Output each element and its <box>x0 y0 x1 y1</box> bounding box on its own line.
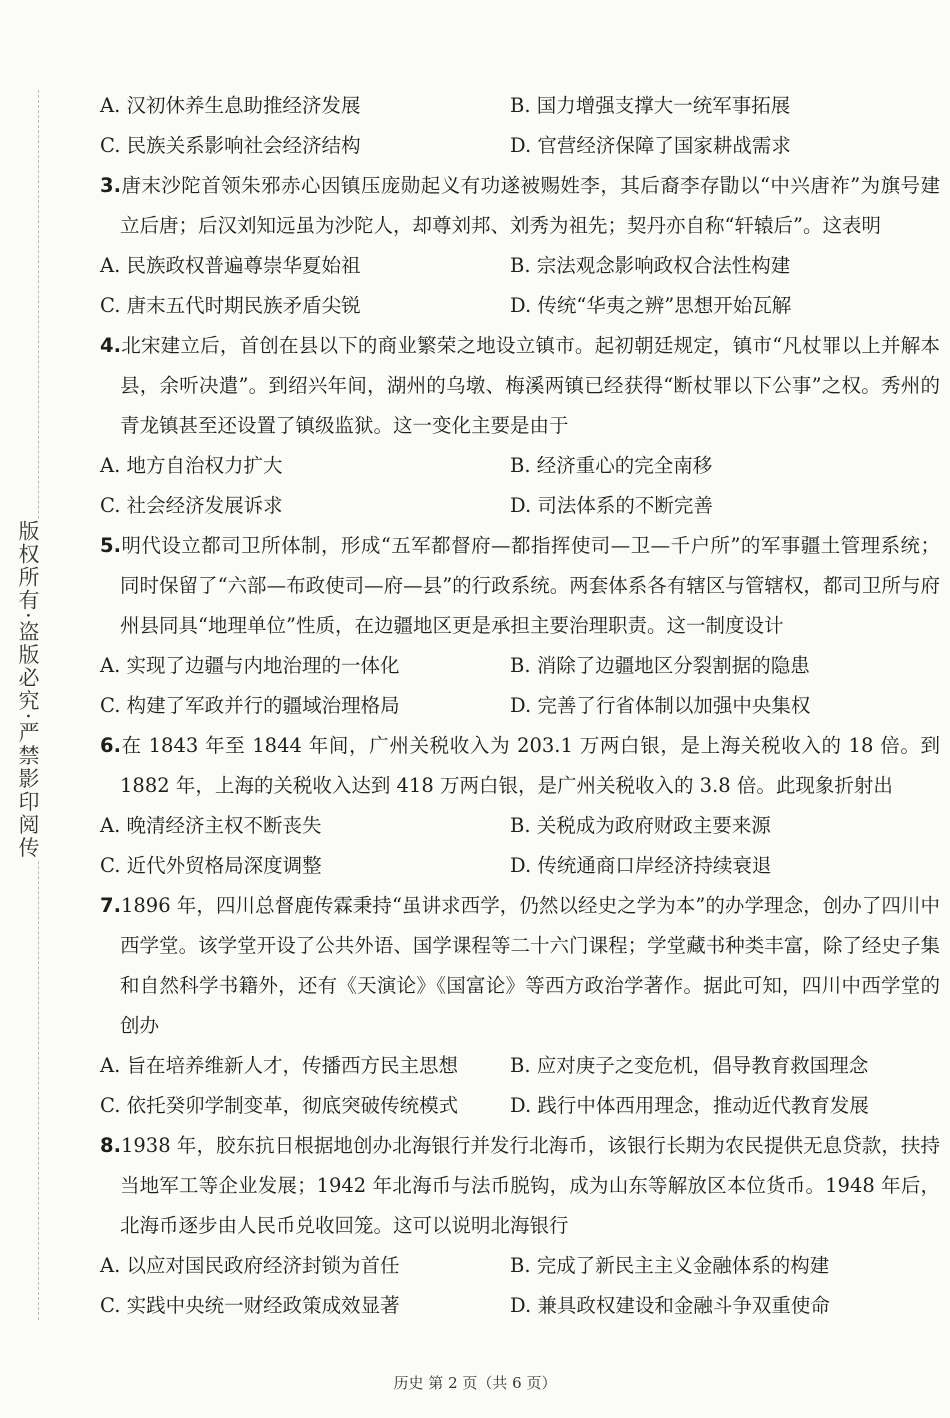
options-grid <box>100 86 940 166</box>
option-d[interactable]: D. 传统通商口岸经济持续衰退 <box>510 854 772 877</box>
option-b[interactable]: B. 完成了新民主主义金融体系的构建 <box>510 1254 830 1277</box>
option-b[interactable]: B. 国力增强支撑大一统军事拓展 <box>510 94 791 117</box>
option-a[interactable]: A. 民族政权普遍尊崇华夏始祖 <box>100 254 361 277</box>
question-8 <box>100 1126 940 1326</box>
question-text: 北宋建立后，首创在县以下的商业繁荣之地设立镇市。起初朝廷规定，镇市“凡杖罪以上并解本县，余听决遣”。到绍兴年间，湖州的乌墩、梅溪两镇已经获得“断杖罪以下公事”之权。秀州的青龙镇甚至还设置了镇级监狱。这一变化主要是由于 <box>120 334 940 437</box>
question-4 <box>100 326 940 526</box>
question-text: 明代设立都司卫所体制，形成“五军都督府—都指挥使司—卫—千户所”的军事疆土管理系统；同时保留了“六部—布政使司—府—县”的行政系统。两套体系各有辖区与管辖权，都司卫所与府州县同具“地理单位”性质，在边疆地区更是承担主要治理职责。这一制度设计 <box>120 534 940 637</box>
option-c[interactable]: C. 社会经济发展诉求 <box>100 494 283 517</box>
question-stem <box>100 526 940 646</box>
option-a[interactable]: A. 汉初休养生息助推经济发展 <box>100 94 361 117</box>
question-number: 6. <box>100 734 121 757</box>
option-a[interactable]: A. 晚清经济主权不断丧失 <box>100 814 322 837</box>
option-b[interactable]: B. 关税成为政府财政主要来源 <box>510 814 771 837</box>
option-c[interactable]: C. 构建了军政并行的疆域治理格局 <box>100 694 400 717</box>
option-d[interactable]: D. 官营经济保障了国家耕战需求 <box>510 134 791 157</box>
option-a[interactable]: A. 实现了边疆与内地治理的一体化 <box>100 654 400 677</box>
option-b[interactable]: B. 应对庚子之变危机，倡导教育救国理念 <box>510 1054 869 1077</box>
option-d[interactable]: D. 传统“华夷之辨”思想开始瓦解 <box>510 294 792 317</box>
question-3 <box>100 166 940 326</box>
option-d[interactable]: D. 兼具政权建设和金融斗争双重使命 <box>510 1294 830 1317</box>
question-stem <box>100 166 940 246</box>
option-b[interactable]: B. 宗法观念影响政权合法性构建 <box>510 254 791 277</box>
option-a[interactable]: A. 旨在培养维新人才，传播西方民主思想 <box>100 1054 458 1077</box>
page-footer: 历史 第 2 页（共 6 页） <box>393 1374 557 1392</box>
option-c[interactable]: C. 依托癸卯学制变革，彻底突破传统模式 <box>100 1094 459 1117</box>
question-2-options <box>100 86 940 166</box>
options-grid <box>100 806 940 886</box>
question-number: 5. <box>100 534 121 557</box>
question-5 <box>100 526 940 726</box>
question-6 <box>100 726 940 886</box>
question-number: 3. <box>100 174 121 197</box>
option-d[interactable]: D. 完善了行省体制以加强中央集权 <box>510 694 811 717</box>
copyright-margin-note: 版权所有·盗版必究·严禁影印阅传 <box>16 520 40 860</box>
question-number: 7. <box>100 894 121 917</box>
options-grid <box>100 646 940 726</box>
option-c[interactable]: C. 民族关系影响社会经济结构 <box>100 134 361 157</box>
question-stem <box>100 886 940 1046</box>
option-a[interactable]: A. 以应对国民政府经济封锁为首任 <box>100 1254 400 1277</box>
option-a[interactable]: A. 地方自治权力扩大 <box>100 454 283 477</box>
option-b[interactable]: B. 消除了边疆地区分裂割据的隐患 <box>510 654 810 677</box>
question-text: 1896 年，四川总督鹿传霖秉持“虽讲求西学，仍然以经史之学为本”的办学理念，创办了四川中西学堂。该学堂开设了公共外语、国学课程等二十六门课程；学堂藏书种类丰富，除了经史子集和自然科学书籍外，还有《天演论》《国富论》等西方政治学著作。据此可知，四川中西学堂的创办 <box>120 894 940 1037</box>
question-7 <box>100 886 940 1126</box>
options-grid <box>100 1246 940 1326</box>
options-grid <box>100 446 940 526</box>
question-number: 4. <box>100 334 121 357</box>
options-grid <box>100 246 940 326</box>
option-c[interactable]: C. 唐末五代时期民族矛盾尖锐 <box>100 294 361 317</box>
question-stem <box>100 1126 940 1246</box>
question-text: 在 1843 年至 1844 年间，广州关税收入为 203.1 万两白银，是上海关税收入的 18 倍。到 1882 年，上海的关税收入达到 418 万两白银，是广州关税收入的 3.8 倍。此现象折射出 <box>120 734 940 797</box>
question-text: 唐末沙陀首领朱邪赤心因镇压庞勋起义有功遂被赐姓李，其后裔李存勖以“中兴唐祚”为旗号建立后唐；后汉刘知远虽为沙陀人，却尊刘邦、刘秀为祖先；契丹亦自称“轩辕后”。这表明 <box>120 174 940 237</box>
question-number: 8. <box>100 1134 121 1157</box>
question-content <box>100 86 940 1326</box>
option-d[interactable]: D. 司法体系的不断完善 <box>510 494 713 517</box>
option-d[interactable]: D. 践行中体西用理念，推动近代教育发展 <box>510 1094 869 1117</box>
question-stem <box>100 326 940 446</box>
question-text: 1938 年，胶东抗日根据地创办北海银行并发行北海币，该银行长期为农民提供无息贷款，扶持当地军工等企业发展；1942 年北海币与法币脱钩，成为山东等解放区本位货币。1948 年后，北海币逐步由人民币兑收回笼。这可以说明北海银行 <box>120 1134 940 1237</box>
question-stem <box>100 726 940 806</box>
option-b[interactable]: B. 经济重心的完全南移 <box>510 454 713 477</box>
option-c[interactable]: C. 实践中央统一财经政策成效显著 <box>100 1294 400 1317</box>
option-c[interactable]: C. 近代外贸格局深度调整 <box>100 854 322 877</box>
options-grid <box>100 1046 940 1126</box>
